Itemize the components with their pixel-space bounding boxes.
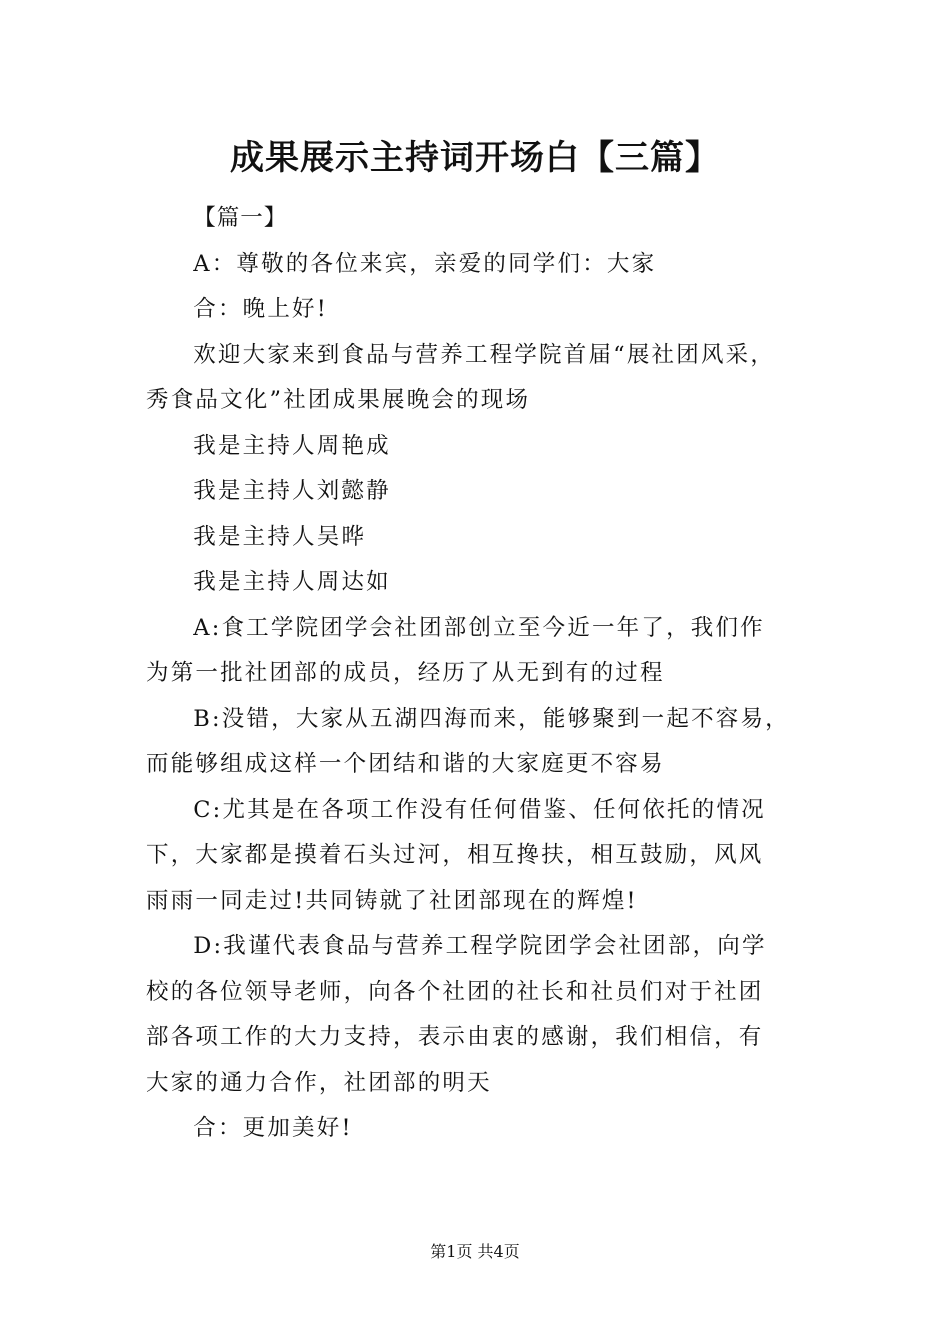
paragraph: C:尤其是在各项工作没有任何借鉴、任何依托的情况 下，大家都是摸着石头过河，相互搀扶，相互鼓励，风风 雨雨一同走过!共同铸就了社团部现在的辉煌! [146,796,766,914]
section-heading: 【篇一】 [193,205,288,231]
paragraph: D:我谨代表食品与营养工程学院团学会社团部，向学 校的各位领导老师，向各个社团的社长和社员们对于社团 部各项工作的大力支持，表示由衷的感谢，我们相信，有 大家的通力合作，社团部的明天 [146,933,767,1096]
document-body [146,196,836,1152]
document-title: 成果展示主持词开场白【三篇】 [230,138,720,178]
paragraph: 我是主持人周艳成 [193,432,391,459]
page-number-footer: 第1页 共4页 [430,1242,520,1261]
paragraph: 合：晚上好! [193,296,328,322]
paragraph: B:没错，大家从五湖四海而来，能够聚到一起不容易， 而能够组成这样一个团结和谐的大家庭更不容易 [146,705,790,777]
paragraph: A：尊敬的各位来宾，亲爱的同学们：大家 [193,250,657,277]
paragraph: A:食工学院团学会社团部创立至今近一年了，我们作 为第一批社团部的成员，经历了从无到有的过程 [146,614,765,686]
paragraph: 合：更加美好! [193,1115,353,1141]
paragraph: 我是主持人周达如 [193,569,391,595]
paragraph: 我是主持人刘懿静 [193,478,391,504]
paragraph: 欢迎大家来到食品与营养工程学院首届“展社团风采， 秀食品文化”社团成果展晚会的现场 [146,341,776,413]
paragraph: 我是主持人吴晔 [193,523,367,550]
